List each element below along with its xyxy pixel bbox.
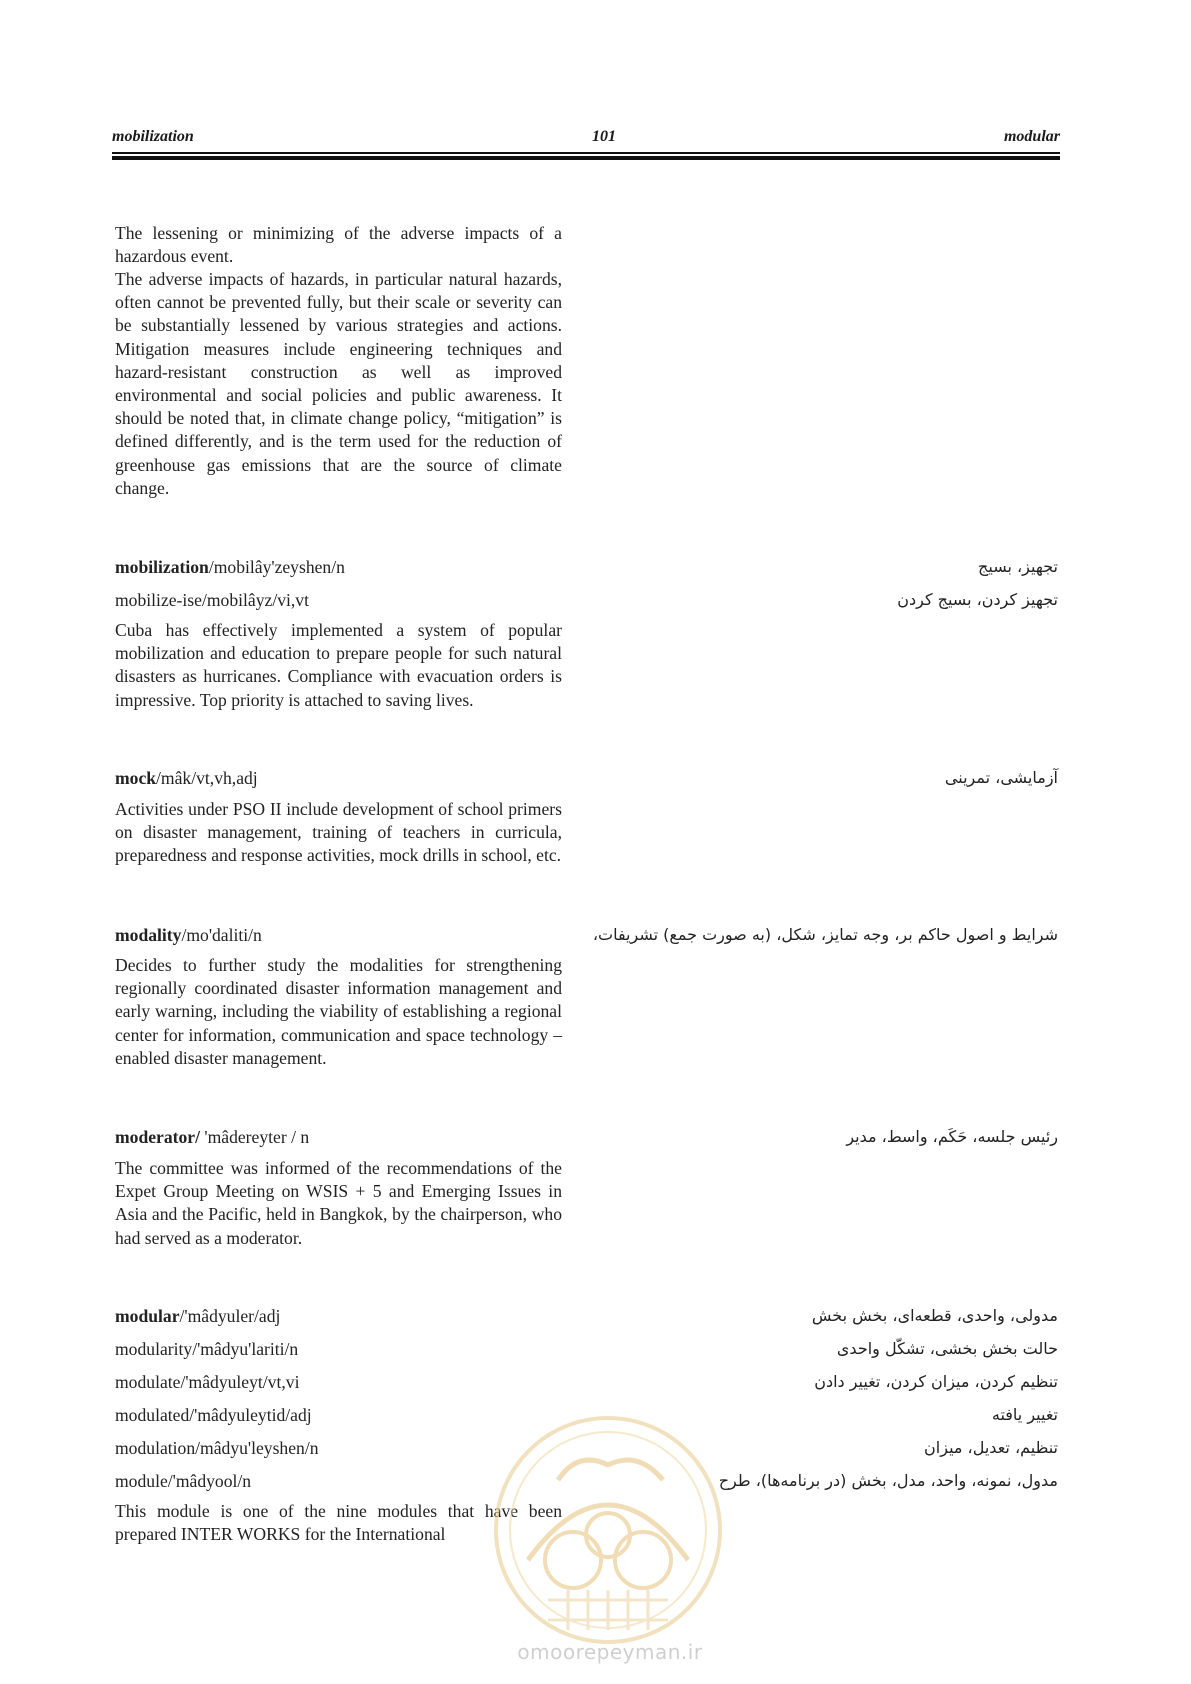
headword: modality (115, 925, 182, 945)
subentry-translation-modulate: تنظیم کردن، میزان کردن، تغییر دادن (814, 1372, 1058, 1391)
subentry-translation-modulated: تغییر یافته (991, 1405, 1058, 1424)
example-module: This module is one of the nine modules that have been prepared INTER WORKS for the International (115, 1501, 562, 1545)
entry-term-modular (115, 1305, 565, 1328)
entry-translation-moderator: رئیس جلسه، حَکَم، واسط، مدیر (846, 1127, 1058, 1146)
header-rule-thin (112, 152, 1060, 154)
entry-translation-modular: مدولی، واحدی، قطعه‌ای، بخش بخش (811, 1306, 1058, 1325)
example-moderator: The committee was informed of the recommendations of the Expet Group Meeting on WSIS + 5 and Emerging Issues in Asia and the Pacific, held in Bangkok, by the chairperson, who had served as a moderator. (115, 1158, 562, 1248)
example-modality: Decides to further study the modalities for strengthening regionally coordinated disaster information management and early warning, including the viability of establishing a regional center for information, communication and space technology – enabled disaster management. (115, 955, 562, 1068)
pronunciation: 'mâdereyter / n (200, 1127, 310, 1147)
header-first-term: mobilization (112, 128, 194, 145)
intro-paragraph-1: The lessening or minimizing of the adverse impacts of a hazardous event. (115, 223, 562, 267)
example-mobilization: Cuba has effectively implemented a system of popular mobilization and education to prepare people for such natural disasters as hurricanes. Compliance with evacuation orders is impressive. Top priority is attached to saving lives. (115, 620, 562, 710)
example-mock: Activities under PSO II include development of school primers on disaster management, training of teachers in curricula, preparedness and response activities, mock drills in school, etc. (115, 799, 562, 866)
pronunciation: /mo'daliti/n (181, 925, 262, 945)
entry-translation-mock: آزمایشی، تمرینی (944, 768, 1058, 787)
subentry-translation-module: مدول، نمونه، واحد، مدل، بخش (در برنامه‌ها)، طرح (718, 1471, 1058, 1490)
subentry-modulate: modulate/'mâdyuleyt/vt,vi (115, 1372, 300, 1392)
pronunciation: /'mâdyuler/adj (179, 1306, 281, 1326)
headword: mock (115, 768, 157, 788)
headword: mobilization (115, 557, 209, 577)
subentry-mobilize: mobilize-ise/mobilâyz/vi,vt (115, 590, 309, 610)
headword: moderator/ (115, 1127, 201, 1147)
subentry-translation-modularity: حالت بخش بخشی، تشکّل واحدی (836, 1339, 1058, 1358)
entry-term-mock (115, 767, 565, 790)
watermark-text: omoorepeyman.ir (517, 1640, 703, 1664)
subentry-modulation: modulation/mâdyu'leyshen/n (115, 1438, 319, 1458)
pronunciation: /mobilây'zeyshen/n (208, 557, 345, 577)
subentry-module: module/'mâdyool/n (115, 1471, 252, 1491)
subentry-modulated: modulated/'mâdyuleytid/adj (115, 1405, 312, 1425)
page-number: 101 (592, 128, 616, 145)
entry-term-moderator (115, 1126, 565, 1149)
subentry-translation-modulation: تنظیم، تعدیل، میزان (924, 1438, 1058, 1457)
entry-translation-modality: شرایط و اصول حاکم بر، وجه تمایز، شکل، (به صورت جمع) تشریفات، (592, 925, 1058, 944)
watermark-seal-icon (488, 1410, 728, 1650)
subentry-translation-mobilize: تجهیز کردن، بسیج کردن (897, 590, 1058, 609)
entry-term-modality (115, 924, 565, 947)
entry-translation-mobilization: تجهیز، بسیج (978, 557, 1058, 576)
entry-term-mobilization (115, 556, 565, 579)
subentry-modularity: modularity/'mâdyu'lariti/n (115, 1339, 299, 1359)
header-last-term: modular (1003, 128, 1060, 145)
headword: modular (115, 1306, 180, 1326)
intro-paragraph-2: The adverse impacts of hazards, in particular natural hazards, often cannot be prevented fully, but their scale or severity can be substantially lessened by various strategies and actions. Mitigation measures include engineering techniques and hazard-resistant construction as well as improved environmental and social policies and public awareness. It should be noted that, in climate change policy, “mitigation” is defined differently, and is the term used for the reduction of greenhouse gas emissions that are the source of climate change. (115, 269, 562, 498)
header-rule-thick (112, 156, 1060, 160)
pronunciation: /mâk/vt,vh,adj (156, 768, 258, 788)
